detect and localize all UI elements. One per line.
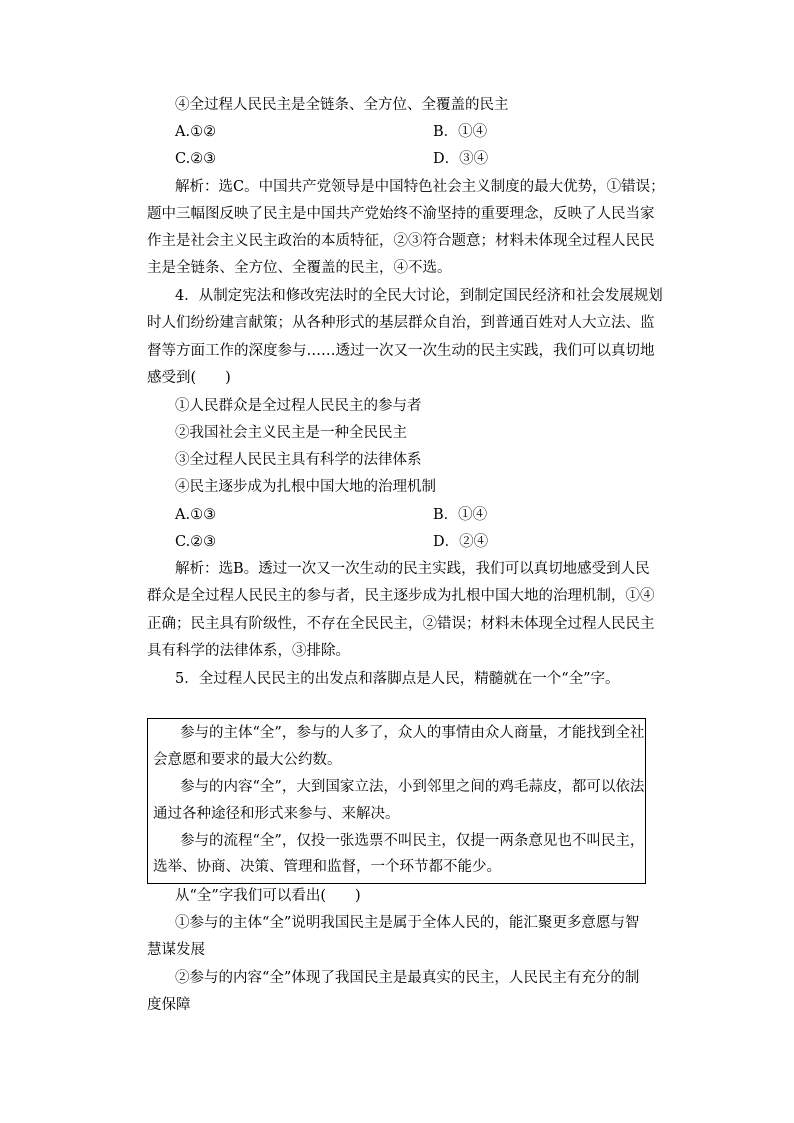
q5-option-1-line-1: ①参与的主体“全”说明我国民主是属于全体人民的，能汇聚更多意愿与智 (175, 915, 640, 931)
q3-analysis-line-2: 题中三幅图反映了民主是中国共产党始终不渝坚持的重要理念，反映了人民当家 (147, 206, 655, 222)
material-line-2: 会意愿和要求的最大公约数。 (153, 752, 342, 768)
q3-analysis-line-3: 作主是社会主义民主政治的本质特征，②③符合题意；材料未体现全过程人民民 (147, 233, 655, 249)
q5-option-1-line-2: 慧谋发展 (147, 942, 205, 958)
q4-choice-a: A.①③ (175, 507, 217, 523)
q4-option-2: ②我国社会主义民主是一种全民民主 (175, 425, 407, 441)
q4-choice-b: B．①④ (433, 507, 488, 523)
q3-choice-d: D．③④ (433, 151, 489, 167)
q3-choice-b: B．①④ (433, 124, 488, 140)
q4-stem-line-4: 感受到( ) (147, 370, 231, 386)
q4-analysis-line-3: 正确；民主具有阶级性，不存在全民民主，②错误；材料未体现全过程人民民主 (147, 616, 655, 632)
q5-question: 从“全”字我们可以看出( ) (175, 888, 361, 904)
q5-option-2-line-2: 度保障 (147, 997, 191, 1013)
q3-choice-a: A.①② (175, 124, 217, 140)
material-line-1: 参与的主体“全”，参与的人多了，众人的事情由众人商量，才能找到全社 (180, 725, 645, 741)
q4-stem-line-2: 时人们纷纷建言献策；从各种形式的基层群众自治，到普通百姓对人大立法、监 (147, 315, 655, 331)
q3-analysis-line-1: 解析：选C。中国共产党领导是中国特色社会主义制度的最大优势，①错误； (175, 179, 665, 195)
q3-option-4: ④全过程人民民主是全链条、全方位、全覆盖的民主 (175, 97, 509, 113)
q4-option-4: ④民主逐步成为扎根中国大地的治理机制 (175, 479, 436, 495)
material-line-6: 选举、协商、决策、管理和监督，一个环节都不能少。 (153, 859, 501, 875)
q4-choice-d: D．②④ (433, 534, 489, 550)
q4-stem-line-3: 督等方面工作的深度参与……透过一次又一次生动的民主实践，我们可以真切地 (147, 343, 655, 359)
material-line-4: 通过各种途径和形式来参与、来解决。 (153, 806, 400, 822)
q3-choice-c: C.②③ (175, 151, 217, 167)
q4-choice-c: C.②③ (175, 534, 217, 550)
q4-analysis-line-4: 具有科学的法律体系，③排除。 (147, 643, 350, 659)
material-line-3: 参与的内容“全”，大到国家立法，小到邻里之间的鸡毛蒜皮，都可以依法 (180, 779, 645, 795)
q4-option-1: ①人民群众是全过程人民民主的参与者 (175, 398, 422, 414)
q4-analysis-line-2: 群众是全过程人民民主的参与者，民主逐步成为扎根中国大地的治理机制，①④ (147, 588, 655, 604)
q3-analysis-line-4: 主是全链条、全方位、全覆盖的民主，④不选。 (147, 260, 452, 276)
q4-stem-line-1: 4．从制定宪法和修改宪法时的全民大讨论，到制定国民经济和社会发展规划 (175, 288, 663, 304)
q4-analysis-line-1: 解析：选B。透过一次又一次生动的民主实践，我们可以真切地感受到人民 (175, 561, 650, 577)
q5-option-2-line-1: ②参与的内容“全”体现了我国民主是最真实的民主，人民民主有充分的制 (175, 970, 640, 986)
material-line-5: 参与的流程“全”，仅投一张选票不叫民主，仅提一两条意见也不叫民主， (180, 833, 645, 849)
q4-option-3: ③全过程人民民主具有科学的法律体系 (175, 452, 422, 468)
q5-stem: 5．全过程人民民主的出发点和落脚点是人民，精髓就在一个“全”字。 (175, 671, 620, 687)
